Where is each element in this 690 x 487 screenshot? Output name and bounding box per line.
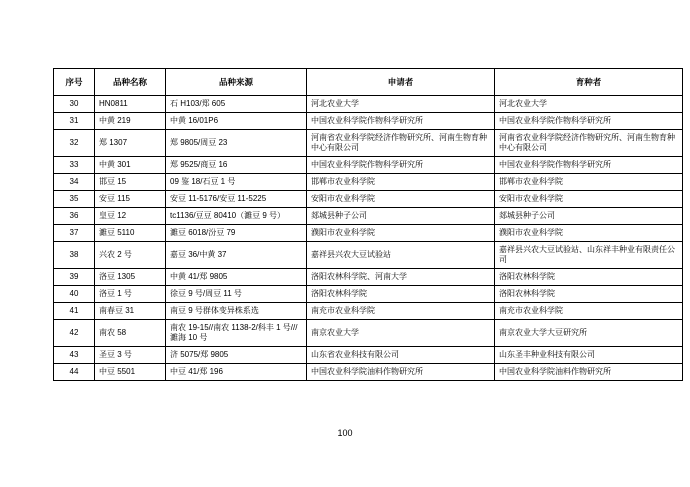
cell-breeder: 南充市农业科学院 [495,303,683,320]
cell-applicant: 山东省农业科技有限公司 [307,347,495,364]
cell-variety-name: 中黄 219 [95,113,166,130]
column-header-no: 序号 [54,69,95,96]
cell-variety-source: 09 鉴 18/石豆 1 号 [166,174,307,191]
cell-variety-source: 南豆 9 号群体变异株系选 [166,303,307,320]
cell-applicant: 中国农业科学院油料作物研究所 [307,364,495,381]
cell-no: 32 [54,130,95,157]
cell-breeder: 洛阳农林科学院 [495,269,683,286]
cell-variety-source: 中黄 41/郑 9805 [166,269,307,286]
cell-applicant: 洛阳农林科学院、河南大学 [307,269,495,286]
cell-variety-source: tc1136/豆豆 80410（濉豆 9 号） [166,208,307,225]
cell-applicant: 安阳市农业科学院 [307,191,495,208]
variety-table-container [53,68,675,381]
cell-breeder: 邯郸市农业科学院 [495,174,683,191]
table-row [54,269,683,286]
table-row [54,286,683,303]
cell-breeder: 濮阳市农业科学院 [495,225,683,242]
cell-variety-name: 南春豆 31 [95,303,166,320]
table-row [54,157,683,174]
cell-breeder: 中国农业科学院作物科学研究所 [495,113,683,130]
cell-breeder: 郯城县种子公司 [495,208,683,225]
cell-breeder: 安阳市农业科学院 [495,191,683,208]
table-row [54,242,683,269]
cell-no: 33 [54,157,95,174]
cell-variety-name: HN0811 [95,96,166,113]
cell-applicant: 河南省农业科学院经济作物研究所、河南生物育种中心有限公司 [307,130,495,157]
cell-no: 34 [54,174,95,191]
cell-no: 43 [54,347,95,364]
cell-variety-source: 石 H103/郑 605 [166,96,307,113]
table-header [54,69,683,96]
cell-no: 30 [54,96,95,113]
cell-variety-source: 南农 19-15//南农 1138-2/科丰 1 号///濉海 10 号 [166,320,307,347]
column-header-applicant: 申请者 [307,69,495,96]
cell-variety-name: 安豆 115 [95,191,166,208]
cell-no: 40 [54,286,95,303]
cell-variety-source: 中黄 16/01P6 [166,113,307,130]
table-row [54,96,683,113]
cell-variety-source: 济 5075/郑 9805 [166,347,307,364]
cell-applicant: 濮阳市农业科学院 [307,225,495,242]
cell-breeder: 嘉祥县兴农大豆试验站、山东祥丰种业有限责任公司 [495,242,683,269]
cell-no: 41 [54,303,95,320]
cell-variety-source: 中豆 41/郑 196 [166,364,307,381]
cell-applicant: 洛阳农林科学院 [307,286,495,303]
cell-variety-name: 郑 1307 [95,130,166,157]
cell-variety-name: 中黄 301 [95,157,166,174]
cell-no: 38 [54,242,95,269]
column-header-breeder: 育种者 [495,69,683,96]
cell-no: 35 [54,191,95,208]
cell-variety-source: 徐豆 9 号/周豆 11 号 [166,286,307,303]
cell-applicant: 南京农业大学 [307,320,495,347]
table-row [54,225,683,242]
cell-variety-name: 兴农 2 号 [95,242,166,269]
cell-variety-name: 皇豆 12 [95,208,166,225]
cell-breeder: 南京农业大学大豆研究所 [495,320,683,347]
cell-breeder: 中国农业科学院作物科学研究所 [495,157,683,174]
table-row [54,191,683,208]
cell-no: 31 [54,113,95,130]
cell-variety-name: 圣豆 3 号 [95,347,166,364]
cell-applicant: 河北农业大学 [307,96,495,113]
page-number: 100 [337,428,353,438]
cell-applicant: 嘉祥县兴农大豆试验站 [307,242,495,269]
cell-variety-name: 洛豆 1305 [95,269,166,286]
table-row [54,174,683,191]
cell-variety-source: 郑 9525/商豆 16 [166,157,307,174]
table-row [54,347,683,364]
cell-applicant: 郯城县种子公司 [307,208,495,225]
cell-variety-name: 邯豆 15 [95,174,166,191]
cell-breeder: 河南省农业科学院经济作物研究所、河南生物育种中心有限公司 [495,130,683,157]
table-row [54,208,683,225]
cell-breeder: 山东圣丰种业科技有限公司 [495,347,683,364]
cell-variety-source: 安豆 11-5176/安豆 11-5225 [166,191,307,208]
cell-variety-name: 濉豆 5110 [95,225,166,242]
variety-table [53,68,683,381]
cell-breeder: 河北农业大学 [495,96,683,113]
cell-applicant: 邯郸市农业科学院 [307,174,495,191]
cell-variety-name: 洛豆 1 号 [95,286,166,303]
column-header-variety-name: 品种名称 [95,69,166,96]
cell-no: 37 [54,225,95,242]
cell-variety-name: 中豆 5501 [95,364,166,381]
column-header-variety-source: 品种来源 [166,69,307,96]
cell-applicant: 中国农业科学院作物科学研究所 [307,113,495,130]
table-row [54,320,683,347]
table-header-row [54,69,683,96]
table-row [54,113,683,130]
table-row [54,303,683,320]
cell-variety-name: 南农 58 [95,320,166,347]
table-row [54,364,683,381]
cell-variety-source: 郑 9805/周豆 23 [166,130,307,157]
cell-variety-source: 嘉豆 36/中黄 37 [166,242,307,269]
table-body [54,96,683,381]
cell-no: 36 [54,208,95,225]
cell-variety-source: 濉豆 6018/汾豆 79 [166,225,307,242]
cell-applicant: 南充市农业科学院 [307,303,495,320]
cell-no: 44 [54,364,95,381]
cell-breeder: 洛阳农林科学院 [495,286,683,303]
cell-no: 42 [54,320,95,347]
cell-no: 39 [54,269,95,286]
cell-breeder: 中国农业科学院油料作物研究所 [495,364,683,381]
table-row [54,130,683,157]
cell-applicant: 中国农业科学院作物科学研究所 [307,157,495,174]
